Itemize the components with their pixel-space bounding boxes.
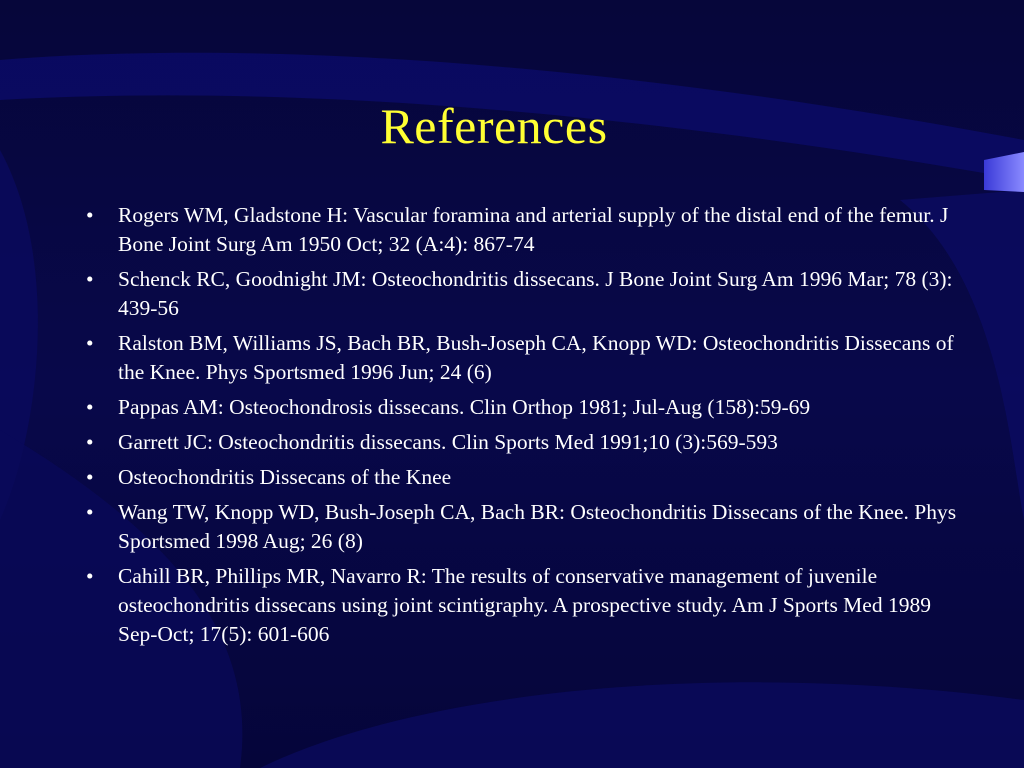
list-item — [74, 562, 964, 649]
reference-text: Wang TW, Knopp WD, Bush-Joseph CA, Bach BR: Osteochondritis Dissecans of the Knee. Phys Sportsmed 1998 Aug; 26 (8) — [118, 500, 957, 553]
list-item — [74, 428, 964, 457]
reference-text: Garrett JC: Osteochondritis dissecans. Clin Sports Med 1991;10 (3):569-593 — [118, 430, 778, 454]
reference-text: Osteochondritis Dissecans of the Knee — [118, 465, 452, 489]
list-item — [74, 265, 964, 323]
bullet-point: • — [86, 465, 94, 489]
reference-text: Pappas AM: Osteochondrosis dissecans. Clin Orthop 1981; Jul-Aug (158):59-69 — [118, 395, 811, 419]
reference-list — [74, 201, 964, 655]
bullet-point: • — [86, 395, 94, 419]
reference-text: Ralston BM, Williams JS, Bach BR, Bush-Joseph CA, Knopp WD: Osteochondritis Dissecans of the Knee. Phys Sportsmed 1996 Jun; 24 (6) — [118, 331, 954, 384]
reference-text: Rogers WM, Gladstone H: Vascular foramina and arterial supply of the distal end of the femur. J Bone Joint Surg Am 1950 Oct; 32 (A:4): 867-74 — [118, 203, 949, 256]
bullet-point: • — [86, 430, 94, 454]
bullet-point: • — [86, 203, 94, 227]
bullet-point: • — [86, 331, 94, 355]
list-item — [74, 393, 964, 422]
slide-title: References — [380, 98, 608, 154]
bullet-point: • — [86, 500, 94, 524]
reference-text: Cahill BR, Phillips MR, Navarro R: The results of conservative management of juvenile osteochondritis dissecans using joint scintigraphy. A prospective study. Am J Sports Med 1989 Sep-Oct; 17(5): 601-606 — [118, 564, 931, 646]
list-item — [74, 201, 964, 259]
list-item — [74, 329, 964, 387]
list-item — [74, 498, 964, 556]
bullet-point: • — [86, 564, 94, 588]
reference-text: Schenck RC, Goodnight JM: Osteochondritis dissecans. J Bone Joint Surg Am 1996 Mar; 78 (3): 439-56 — [118, 267, 953, 320]
bullet-point: • — [86, 267, 94, 291]
list-item — [74, 463, 964, 492]
